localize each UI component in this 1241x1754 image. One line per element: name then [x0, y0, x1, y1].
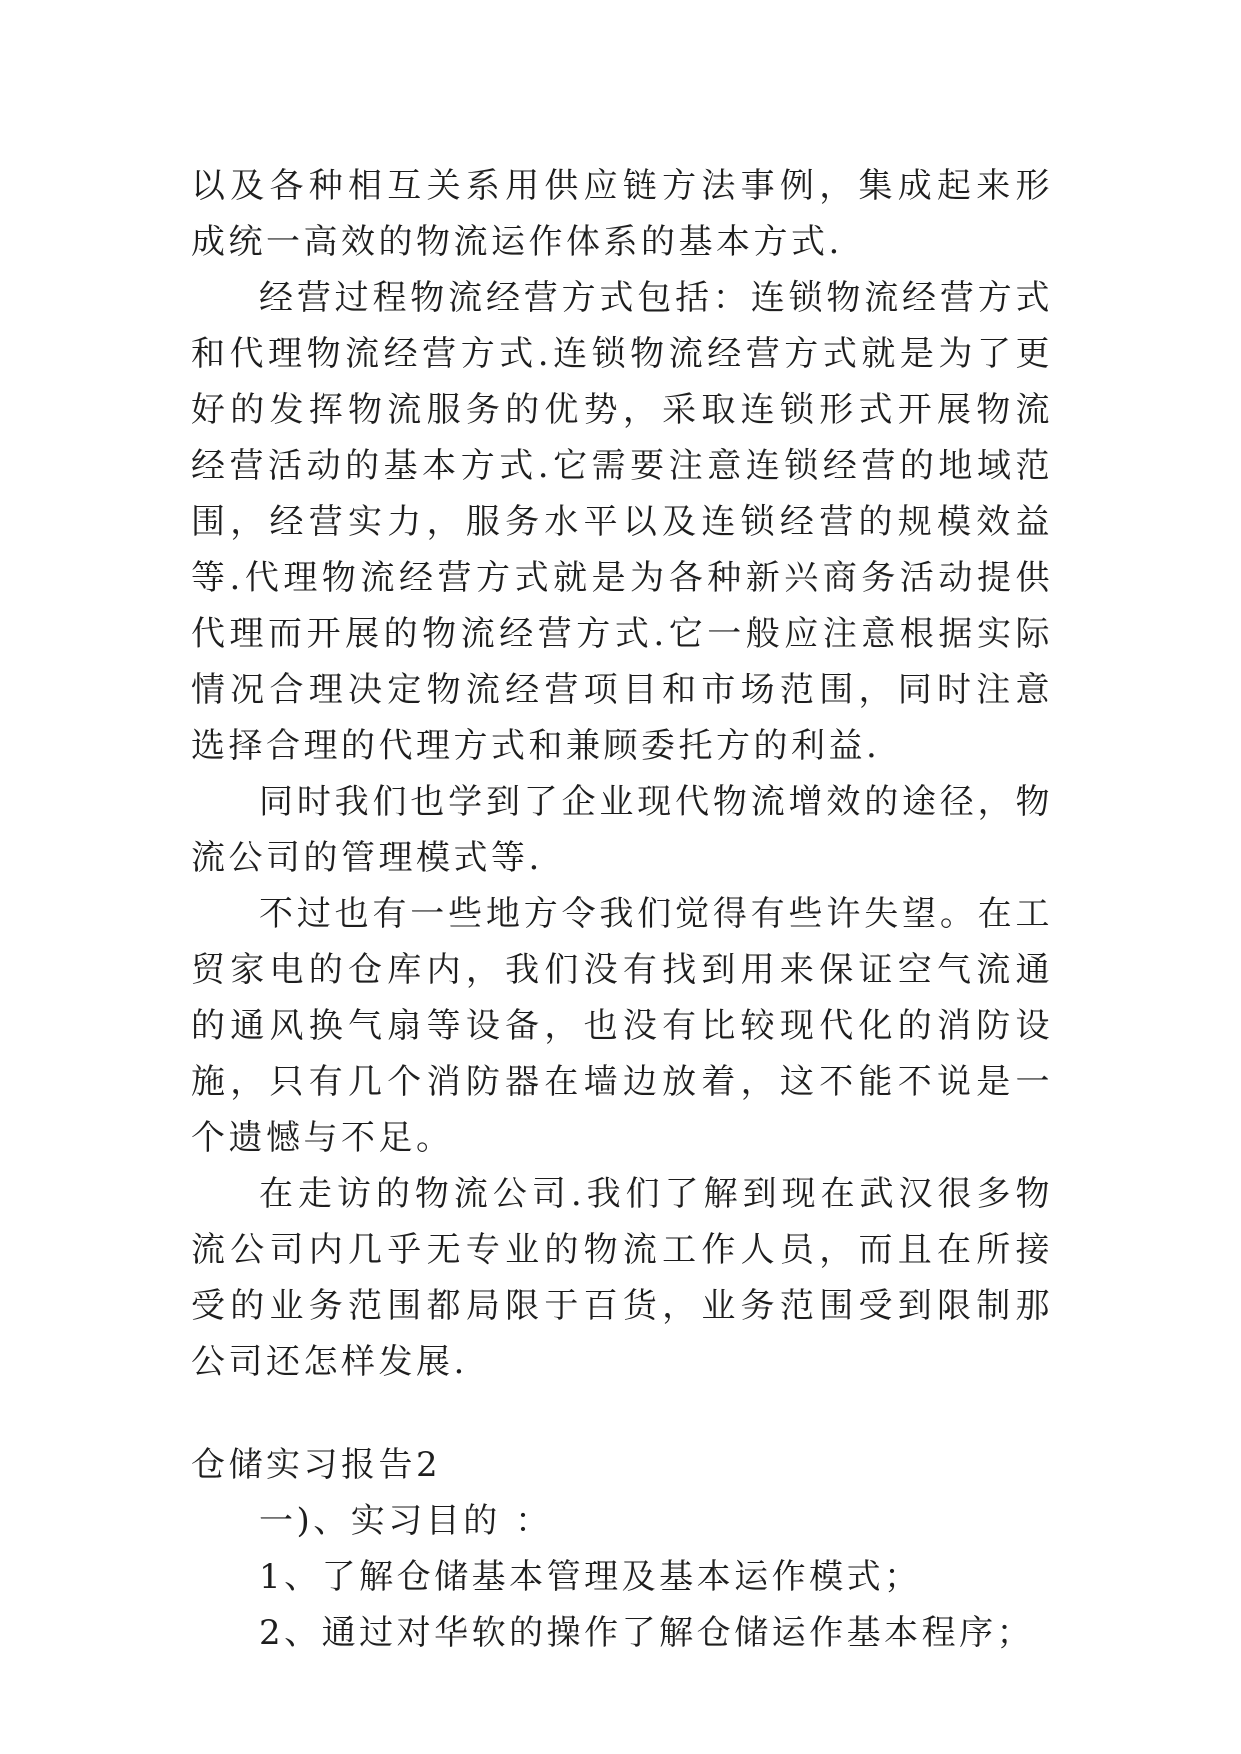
- list-item: 1、了解仓储基本管理及基本运作模式；: [259, 1557, 922, 1597]
- paragraph-continuation: 以及各种相互关系用供应链方法事例，集成起来形成统一高效的物流运作体系的基本方式.: [191, 166, 1053, 262]
- paragraph-disappointment: 不过也有一些地方令我们觉得有些许失望。在工贸家电的仓库内，我们没有找到用来保证空气流通的通风换气扇等设备，也没有比较现代化的消防设施，只有几个消防器在墙边放着，这不能不说是一个遗憾与不足。: [191, 894, 1053, 1158]
- list-item: 2、通过对华软的操作了解仓储运作基本程序；: [259, 1613, 1035, 1653]
- subsection-heading: 一)、实习目的 ：: [259, 1501, 553, 1541]
- document-body: [191, 158, 1053, 1661]
- paragraph-operation-modes: 经营过程物流经营方式包括：连锁物流经营方式和代理物流经营方式.连锁物流经营方式就是为了更好的发挥物流服务的优势，采取连锁形式开展物流经营活动的基本方式.它需要注意连锁经营的地域范围，经营实力，服务水平以及连锁经营的规模效益等.代理物流经营方式就是为各种新兴商务活动提供代理而开展的物流经营方式.它一般应注意根据实际情况合理决定物流经营项目和市场范围，同时注意选择合理的代理方式和兼顾委托方的利益.: [191, 278, 1053, 766]
- section-heading: 仓储实习报告2: [191, 1445, 442, 1485]
- paragraph-company-visit: 在走访的物流公司.我们了解到现在武汉很多物流公司内几乎无专业的物流工作人员，而且在所接受的业务范围都局限于百货，业务范围受到限制那公司还怎样发展.: [191, 1174, 1053, 1382]
- paragraph-learned: 同时我们也学到了企业现代物流增效的途径，物流公司的管理模式等.: [191, 782, 1053, 878]
